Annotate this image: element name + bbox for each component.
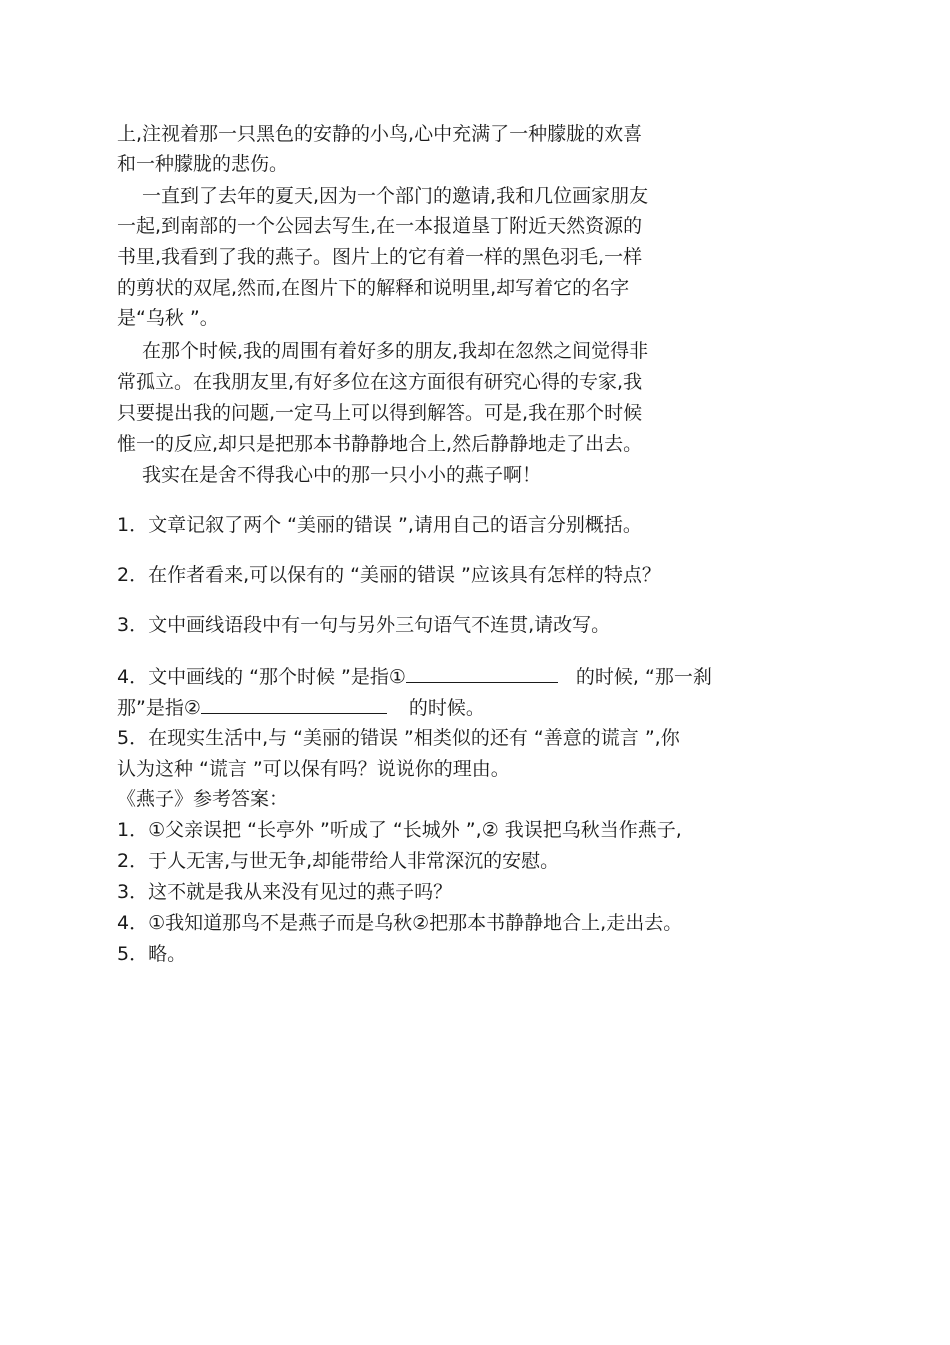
question-4-line-2 [117, 693, 485, 720]
answer-item: 2．于人无害,与世无争,却能带给人非常深沉的安慰。 [117, 850, 560, 872]
passage-line: 在那个时候,我的周围有着好多的朋友,我却在忽然之间觉得非 [142, 340, 649, 362]
question-4-text: 那”是指② [117, 697, 201, 719]
passage-line: 惟一的反应,却只是把那本书静静地合上,然后静静地走了出去。 [117, 433, 643, 455]
answer-item: 3．这不就是我从来没有见过的燕子吗？ [117, 881, 453, 903]
question-4-text: 4．文中画线的 “那个时候 ”是指① [117, 666, 406, 688]
passage-line: 的剪状的双尾,然而,在图片下的解释和说明里,却写着它的名字 [117, 277, 630, 299]
passage-line: 一直到了去年的夏天,因为一个部门的邀请,我和几位画家朋友 [142, 185, 649, 207]
question-3: 3．文中画线语段中有一句与另外三句语气不连贯,请改写。 [117, 614, 611, 636]
question-5-line: 5．在现实生活中,与 “美丽的错误 ”相类似的还有 “善意的谎言 ”,你 [117, 727, 680, 749]
question-5-line: 认为这种 “谎言 ”可以保有吗？说说你的理由。 [117, 758, 510, 780]
passage-line: 是“乌秋 ”。 [117, 307, 219, 329]
question-4-line-1 [117, 662, 712, 689]
passage-line: 上,注视着那一只黑色的安静的小鸟,心中充满了一种朦胧的欢喜 [117, 123, 643, 145]
answers-heading: 《燕子》参考答案： [117, 788, 289, 810]
passage-line: 只要提出我的问题,一定马上可以得到解答。可是,我在那个时候 [117, 402, 643, 424]
question-4-text: 的时候, “那一刹 [575, 666, 712, 688]
passage-line: 和一种朦胧的悲伤。 [117, 153, 289, 175]
answer-item: 5．略。 [117, 943, 187, 965]
answer-item: 1．①父亲误把 “长亭外 ”听成了 “长城外 ”,② 我误把乌秋当作燕子, [117, 819, 682, 841]
passage-line: 我实在是舍不得我心中的那一只小小的燕子啊！ [142, 464, 542, 486]
question-1: 1．文章记叙了两个 “美丽的错误 ”,请用自己的语言分别概括。 [117, 514, 642, 536]
answer-blank-2[interactable] [201, 693, 387, 714]
answer-item: 4．①我知道那鸟不是燕子而是乌秋②把那本书静静地合上,走出去。 [117, 912, 683, 934]
answer-blank-1[interactable] [406, 662, 558, 683]
question-4-text: 的时候。 [408, 697, 485, 719]
question-2: 2．在作者看来,可以保有的 “美丽的错误 ”应该具有怎样的特点？ [117, 564, 661, 586]
passage-line: 常孤立。在我朋友里,有好多位在这方面很有研究心得的专家,我 [117, 371, 643, 393]
passage-line: 一起,到南部的一个公园去写生,在一本报道垦丁附近天然资源的 [117, 215, 643, 237]
passage-line: 书里,我看到了我的燕子。图片上的它有着一样的黑色羽毛,一样 [117, 246, 643, 268]
